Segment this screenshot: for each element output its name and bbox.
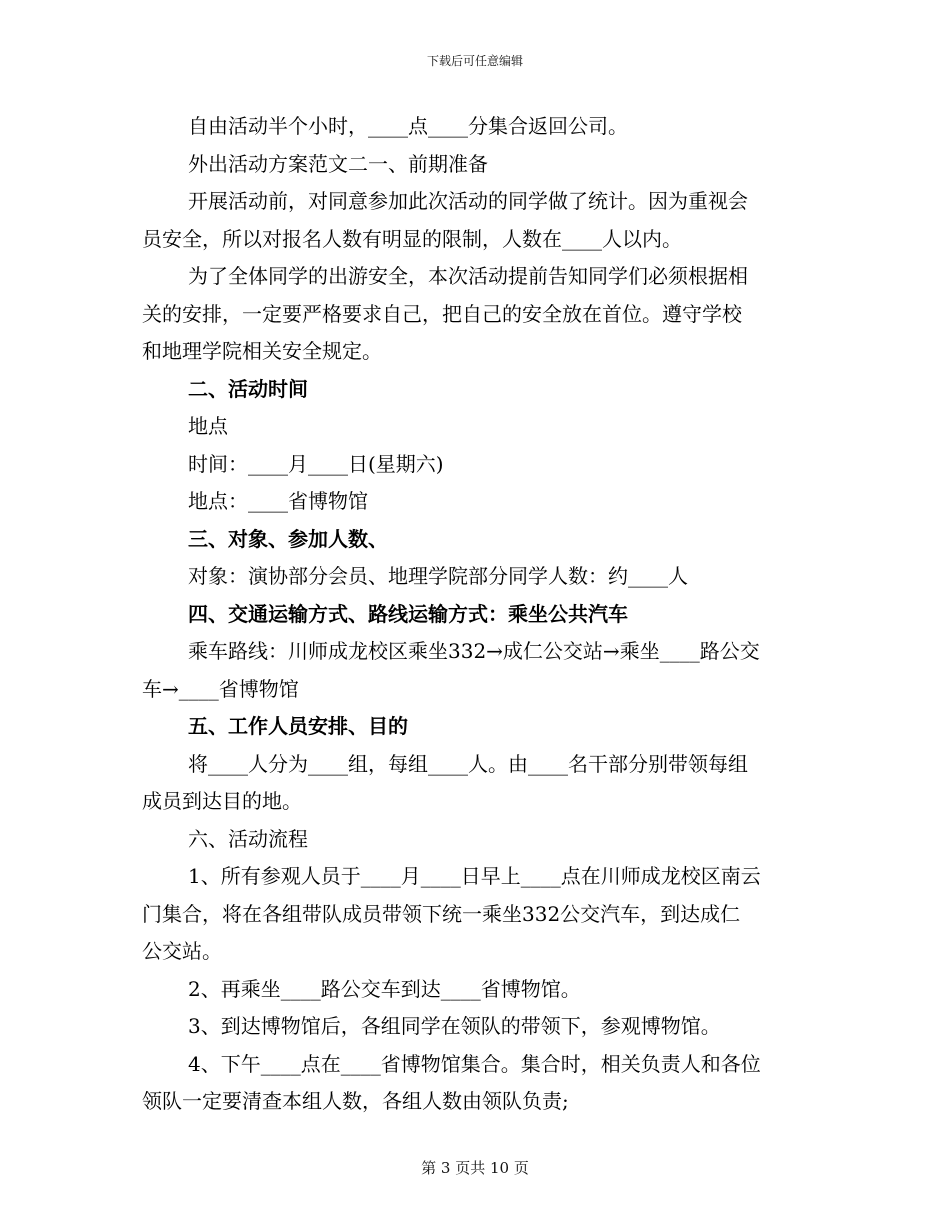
body-line: 1、所有参观人员于____月____日早上____点在川师成龙校区南云 — [188, 864, 761, 888]
section-heading: 三、对象、参加人数、 — [188, 526, 388, 551]
section-heading: 六、活动流程 — [188, 826, 308, 851]
section-heading: 五、工作人员安排、目的 — [188, 714, 408, 738]
body-line: 门集合，将在各组带队成员带领下统一乘坐332公交汽车，到达成仁 — [142, 901, 741, 926]
body-line: 和地理学院相关安全规定。 — [142, 339, 382, 363]
body-line: 为了全体同学的出游安全，本次活动提前告知同学们必须根据相 — [188, 264, 748, 288]
page-footer: 第 3 页共 10 页 — [421, 1159, 529, 1177]
page-header: 下载后可任意编辑 — [426, 54, 523, 68]
body-line: 地点 — [188, 414, 228, 438]
body-line: 关的安排，一定要严格要求自己，把自己的安全放在首位。遵守学校 — [142, 301, 742, 326]
body-line: 4、下午____点在____省博物馆集合。集合时，相关负责人和各位 — [188, 1051, 761, 1076]
section-heading: 二、活动时间 — [188, 376, 308, 401]
body-line: 对象：演协部分会员、地理学院部分同学人数：约____人 — [188, 564, 688, 588]
body-line: 乘车路线：川师成龙校区乘坐332→成仁公交站→乘坐____路公交 — [188, 639, 760, 663]
body-line: 地点：____省博物馆 — [188, 489, 368, 513]
body-line: 3、到达博物馆后，各组同学在领队的带领下，参观博物馆。 — [188, 1014, 721, 1038]
body-line: 自由活动半个小时，____点____分集合返回公司。 — [188, 114, 628, 138]
body-line: 车→____省博物馆 — [142, 676, 299, 701]
body-line: 开展活动前，对同意参加此次活动的同学做了统计。因为重视会 — [188, 189, 748, 213]
body-line: 员安全，所以对报名人数有明显的限制，人数在____人以内。 — [142, 226, 682, 251]
body-line: 成员到达目的地。 — [142, 789, 302, 813]
document-body — [142, 108, 812, 1121]
body-line: 领队一定要清查本组人数，各组人数由领队负责; — [142, 1089, 569, 1113]
section-heading: 四、交通运输方式、路线运输方式：乘坐公共汽车 — [188, 601, 628, 626]
body-line: 外出活动方案范文二一、前期准备 — [188, 151, 488, 176]
body-line: 公交站。 — [142, 939, 222, 963]
body-line: 2、再乘坐____路公交车到达____省博物馆。 — [188, 976, 581, 1001]
body-line: 时间：____月____日(星期六) — [188, 451, 444, 476]
body-line: 将____人分为____组，每组____人。由____名干部分别带领每组 — [188, 751, 748, 776]
